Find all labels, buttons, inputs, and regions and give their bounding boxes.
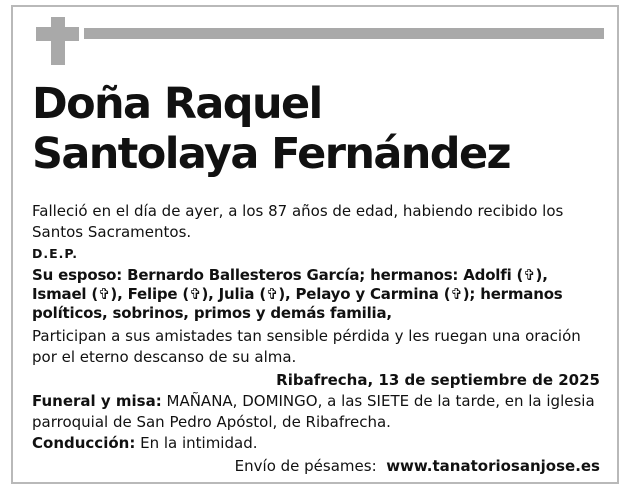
pesames-link[interactable]: www.tanatoriosanjose.es: [386, 457, 600, 475]
cross-icon: [51, 17, 65, 65]
conduccion-text: En la intimidad.: [135, 434, 258, 452]
cross-icon-bar: [36, 27, 79, 41]
death-notice: Falleció en el día de ayer, a los 87 años de edad, habiendo recibido los Santos Sacramentos.: [32, 202, 564, 241]
participan-text: Participan a sus amistades tan sensible pérdida y les ruegan una oración por el eterno descanso de su alma.: [32, 327, 581, 366]
place-date: Ribafrecha, 13 de septiembre de 2025: [276, 371, 600, 389]
conduccion-info: [32, 433, 602, 454]
pesames-line: [235, 456, 600, 476]
pesames-label: Envío de pésames:: [234, 457, 377, 475]
funeral-info: [32, 391, 602, 432]
funeral-label: Funeral y misa:: [32, 392, 162, 410]
family-list: Su esposo: Bernardo Ballesteros García; hermanos: Adolfi (✞), Ismael (✞), Felipe (✞), Julia (✞), Pelayo y Carmina (✞); hermanos políticos, sobrinos, primos y demás familia,: [32, 266, 563, 322]
header-rule: [84, 28, 604, 39]
funeral-text: MAÑANA, DOMINGO, a las SIETE de la tarde, en la iglesia parroquial de San Pedro Apóstol, de Ribafrecha.: [32, 392, 595, 431]
deceased-name-line2: Santolaya Fernández: [32, 129, 510, 179]
conduccion-label: Conducción:: [32, 434, 136, 452]
dep-label: D.E.P.: [32, 246, 79, 261]
deceased-name-line1: Doña Raquel: [32, 79, 322, 129]
